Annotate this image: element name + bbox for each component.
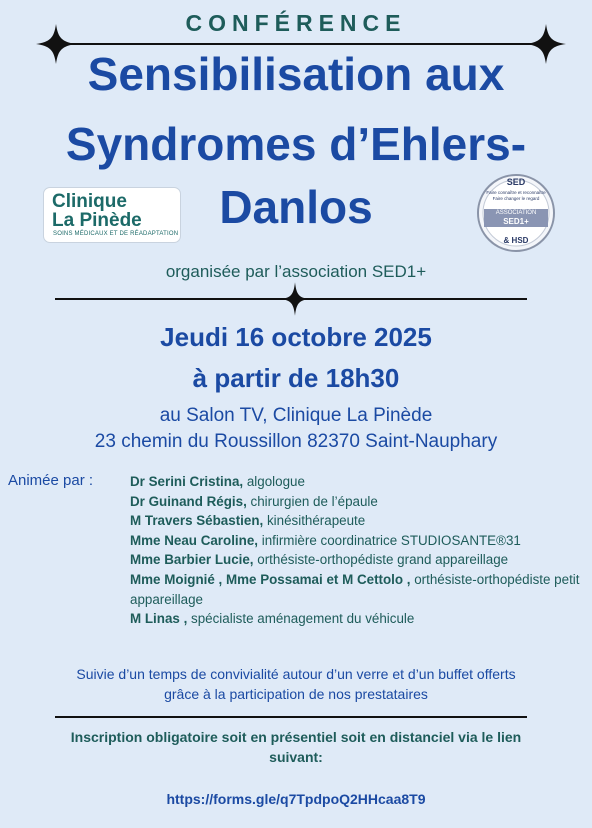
sed-logo-tagline2: Faire changer le regard (492, 196, 540, 201)
clinique-logo-line1: Clinique (52, 191, 127, 212)
registration-note (0, 727, 592, 767)
top-divider (55, 43, 545, 45)
title-line-3: Danlos (219, 181, 373, 233)
speaker-item: Dr Serini Cristina, algologue (130, 474, 305, 489)
event-time: à partir de 18h30 (192, 363, 400, 393)
clinique-logo-line2: La Pinède (52, 210, 142, 231)
title-line-2: Syndromes d’Ehlers- (65, 118, 527, 170)
event-type-label: CONFÉRENCE (185, 10, 407, 36)
registration-link[interactable]: https://forms.gle/q7TpdpoQ2HHcaa8T9 (166, 791, 426, 807)
conviviality-note-line2: grâce à la participation de nos prestataires (164, 686, 428, 702)
bottom-divider (55, 716, 527, 718)
title-line-1: Sensibilisation aux (87, 48, 505, 100)
registration-line2: suivant: (269, 749, 323, 765)
conviviality-note (0, 664, 592, 704)
conviviality-note-line1: Suivie d’un temps de convivialité autour d’un verre et d’un buffet offerts (76, 666, 516, 682)
sed-logo-tagline1: Faire connaître et reconnaître (486, 190, 546, 195)
speaker-item: M Travers Sébastien, kinésithérapeute (130, 513, 366, 529)
registration-line1: Inscription obligatoire soit en présentiel soit en distanciel via le lien (70, 729, 522, 745)
clinique-la-pinede-logo (43, 187, 181, 243)
organizer-line: organisée par l’association SED1+ (165, 262, 427, 281)
sed-logo-band2: SED1+ (503, 217, 529, 226)
speaker-item: Dr Guinand Régis, chirurgien de l’épaule (130, 493, 378, 509)
sparkle-star-icon (281, 282, 309, 316)
sed-logo-bottom: & HSD (503, 236, 529, 245)
event-address: 23 chemin du Roussillon 82370 Saint-Nauphary (94, 431, 498, 452)
speaker-item: Mme Barbier Lucie, orthésiste-orthopédiste grand appareillage (130, 552, 509, 568)
speaker-item: Mme Neau Caroline, infirmière coordinatrice STUDIOSANTE®31 (130, 532, 521, 548)
sed-logo-top: SED (506, 177, 526, 187)
event-venue: au Salon TV, Clinique La Pinède (159, 405, 433, 426)
speaker-item: M Linas , spécialiste aménagement du véhicule (130, 611, 415, 627)
speakers-label: Animée par : (8, 472, 94, 489)
speakers-list (130, 472, 590, 629)
sed-logo-band1: ASSOCIATION (495, 210, 537, 216)
event-date: Jeudi 16 octobre 2025 (160, 322, 432, 352)
clinique-logo-subtitle: SOINS MÉDICAUX ET DE RÉADAPTATION (53, 231, 179, 237)
speaker-item: Mme Moignié , Mme Possamai et M Cettolo , orthésiste-orthopédiste petit appareillage (130, 571, 580, 607)
association-sed-logo (476, 173, 556, 253)
